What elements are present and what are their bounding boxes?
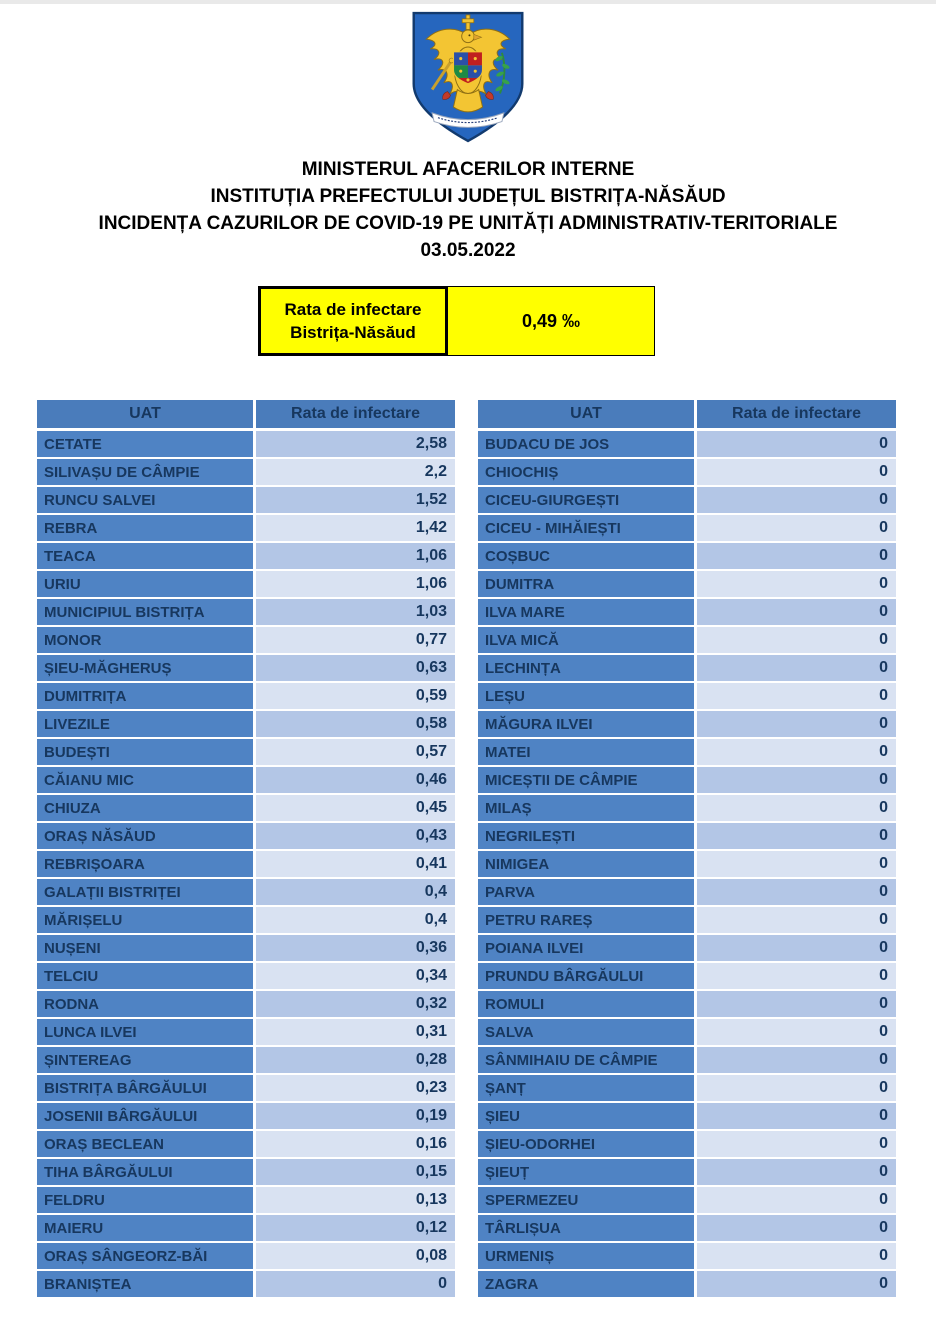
rate-value-cell: 0,46: [256, 767, 455, 793]
uat-name-cell: ȘIEU: [478, 1103, 694, 1129]
uat-name-cell: CICEU - MIHĂIEȘTI: [478, 515, 694, 541]
rate-value-cell: 0: [697, 879, 896, 905]
rate-value-cell: 0,16: [256, 1131, 455, 1157]
table-row: [37, 655, 455, 681]
table-row: [478, 1187, 896, 1213]
uat-name-cell: LEȘU: [478, 683, 694, 709]
table-row: [478, 907, 896, 933]
uat-name-cell: MATEI: [478, 739, 694, 765]
table-row: [37, 1075, 455, 1101]
title-institution: INSTITUȚIA PREFECTULUI JUDEȚUL BISTRIȚA-NĂSĂUD: [210, 186, 726, 207]
table-row: [478, 767, 896, 793]
table-row: [478, 1159, 896, 1185]
table-row: [478, 1243, 896, 1269]
uat-name-cell: MONOR: [37, 627, 253, 653]
rate-value-cell: 0,59: [256, 683, 455, 709]
uat-name-cell: MUNICIPIUL BISTRIȚA: [37, 599, 253, 625]
title-date: 03.05.2022: [420, 240, 516, 261]
uat-name-cell: ROMULI: [478, 991, 694, 1017]
table-body: [37, 431, 455, 1297]
table-row: [37, 1019, 455, 1045]
uat-name-cell: LECHINȚA: [478, 655, 694, 681]
uat-name-cell: BISTRIȚA BÂRGĂULUI: [37, 1075, 253, 1101]
table-row: [37, 543, 455, 569]
uat-name-cell: TÂRLIȘUA: [478, 1215, 694, 1241]
uat-name-cell: LIVEZILE: [37, 711, 253, 737]
table-row: [37, 907, 455, 933]
table-row: [478, 599, 896, 625]
table-row: [478, 991, 896, 1017]
uat-tables-container: [37, 400, 936, 1299]
rate-value-cell: 0: [697, 1271, 896, 1297]
column-header-uat: UAT: [37, 400, 253, 428]
uat-name-cell: MILAȘ: [478, 795, 694, 821]
table-row: [37, 711, 455, 737]
table-row: [478, 431, 896, 457]
rate-value-cell: 0,4: [256, 879, 455, 905]
table-row: [478, 487, 896, 513]
uat-name-cell: ORAȘ SÂNGEORZ-BĂI: [37, 1243, 253, 1269]
rate-value-cell: 0,13: [256, 1187, 455, 1213]
rate-value-cell: 0: [697, 1019, 896, 1045]
table-row: [37, 431, 455, 457]
uat-name-cell: CHIOCHIȘ: [478, 459, 694, 485]
rate-value-cell: 2,58: [256, 431, 455, 457]
table-row: [478, 935, 896, 961]
uat-name-cell: ILVA MICĂ: [478, 627, 694, 653]
table-row: [37, 571, 455, 597]
table-row: [478, 1131, 896, 1157]
uat-name-cell: RODNA: [37, 991, 253, 1017]
rate-value-cell: 0: [697, 543, 896, 569]
table-row: [37, 515, 455, 541]
table-row: [478, 655, 896, 681]
rate-value-cell: 0,57: [256, 739, 455, 765]
uat-name-cell: TIHA BÂRGĂULUI: [37, 1159, 253, 1185]
rate-value-cell: 1,52: [256, 487, 455, 513]
county-rate-label-line1: Rata de infectare: [284, 300, 422, 319]
rate-value-cell: 0: [697, 571, 896, 597]
county-rate-label: [258, 286, 448, 356]
title-ministry: MINISTERUL AFACERILOR INTERNE: [301, 159, 635, 180]
rate-value-cell: 0: [697, 1159, 896, 1185]
rate-value-cell: 1,06: [256, 543, 455, 569]
rate-value-cell: 0: [697, 1131, 896, 1157]
table-row: [37, 1215, 455, 1241]
rate-value-cell: 0: [697, 683, 896, 709]
uat-name-cell: TEACA: [37, 543, 253, 569]
table-row: [37, 599, 455, 625]
table-row: [37, 823, 455, 849]
table-header-row: [478, 400, 896, 428]
rate-value-cell: 0,12: [256, 1215, 455, 1241]
table-row: [478, 1019, 896, 1045]
rate-value-cell: 1,03: [256, 599, 455, 625]
rate-value-cell: 2,2: [256, 459, 455, 485]
table-row: [478, 739, 896, 765]
rate-value-cell: 0: [697, 1075, 896, 1101]
table-row: [37, 459, 455, 485]
rate-value-cell: 0: [697, 431, 896, 457]
rate-value-cell: 0,4: [256, 907, 455, 933]
uat-table-right: [478, 400, 896, 1299]
table-row: [37, 851, 455, 877]
table-row: [478, 1271, 896, 1297]
rate-value-cell: 0,28: [256, 1047, 455, 1073]
uat-name-cell: CĂIANU MIC: [37, 767, 253, 793]
uat-name-cell: SILIVAȘU DE CÂMPIE: [37, 459, 253, 485]
uat-name-cell: TELCIU: [37, 963, 253, 989]
table-row: [37, 935, 455, 961]
rate-value-cell: 0,31: [256, 1019, 455, 1045]
uat-name-cell: DUMITRA: [478, 571, 694, 597]
table-row: [37, 767, 455, 793]
table-row: [37, 1187, 455, 1213]
table-row: [37, 683, 455, 709]
rate-value-cell: 0,41: [256, 851, 455, 877]
table-body: [478, 431, 896, 1297]
table-row: [478, 459, 896, 485]
uat-name-cell: NIMIGEA: [478, 851, 694, 877]
table-row: [478, 1047, 896, 1073]
uat-name-cell: ILVA MARE: [478, 599, 694, 625]
rate-value-cell: 0,19: [256, 1103, 455, 1129]
table-row: [478, 963, 896, 989]
rate-value-cell: 0: [697, 1215, 896, 1241]
rate-value-cell: 0,77: [256, 627, 455, 653]
rate-value-cell: 0: [697, 711, 896, 737]
rate-value-cell: 1,42: [256, 515, 455, 541]
rate-value-cell: 0,08: [256, 1243, 455, 1269]
uat-name-cell: BUDACU DE JOS: [478, 431, 694, 457]
uat-name-cell: CHIUZA: [37, 795, 253, 821]
uat-name-cell: SÂNMIHAIU DE CÂMPIE: [478, 1047, 694, 1073]
table-row: [37, 739, 455, 765]
rate-value-cell: 0,43: [256, 823, 455, 849]
table-row: [37, 487, 455, 513]
table-row: [37, 1047, 455, 1073]
table-row: [478, 543, 896, 569]
uat-name-cell: COȘBUC: [478, 543, 694, 569]
table-row: [37, 627, 455, 653]
table-row: [37, 1131, 455, 1157]
table-row: [478, 1103, 896, 1129]
rate-value-cell: 0: [697, 907, 896, 933]
title-subject: INCIDENȚA CAZURILOR DE COVID-19 PE UNITĂȚI ADMINISTRATIV-TERITORIALE: [98, 213, 838, 234]
page-top-edge: [0, 0, 936, 4]
rate-value-cell: 0,34: [256, 963, 455, 989]
table-row: [478, 711, 896, 737]
uat-name-cell: POIANA ILVEI: [478, 935, 694, 961]
rate-value-cell: 0: [697, 851, 896, 877]
table-row: [478, 795, 896, 821]
uat-name-cell: BUDEȘTI: [37, 739, 253, 765]
table-row: [37, 991, 455, 1017]
rate-value-cell: 0: [697, 1047, 896, 1073]
uat-name-cell: LUNCA ILVEI: [37, 1019, 253, 1045]
uat-name-cell: ORAȘ BECLEAN: [37, 1131, 253, 1157]
uat-name-cell: SPERMEZEU: [478, 1187, 694, 1213]
uat-name-cell: NEGRILEȘTI: [478, 823, 694, 849]
column-header-uat: UAT: [478, 400, 694, 428]
rate-value-cell: 0: [697, 823, 896, 849]
table-row: [478, 823, 896, 849]
column-header-rate: Rata de infectare: [697, 400, 896, 428]
uat-name-cell: BRANIȘTEA: [37, 1271, 253, 1297]
rate-value-cell: 0: [697, 795, 896, 821]
rate-value-cell: 0: [697, 963, 896, 989]
uat-name-cell: JOSENII BÂRGĂULUI: [37, 1103, 253, 1129]
uat-name-cell: PRUNDU BÂRGĂULUI: [478, 963, 694, 989]
rate-value-cell: 0: [697, 991, 896, 1017]
rate-value-cell: 0,23: [256, 1075, 455, 1101]
rate-value-cell: 0,63: [256, 655, 455, 681]
uat-name-cell: ȘANȚ: [478, 1075, 694, 1101]
uat-name-cell: ZAGRA: [478, 1271, 694, 1297]
romania-coat-of-arms-icon: [405, 10, 531, 144]
uat-name-cell: ȘIEU-MĂGHERUȘ: [37, 655, 253, 681]
document-title-block: [0, 156, 936, 264]
rate-value-cell: 0: [697, 515, 896, 541]
table-row: [478, 627, 896, 653]
table-row: [478, 851, 896, 877]
uat-table-left: [37, 400, 455, 1299]
uat-name-cell: URMENIȘ: [478, 1243, 694, 1269]
uat-name-cell: REBRA: [37, 515, 253, 541]
table-header-row: [37, 400, 455, 428]
uat-name-cell: PETRU RAREȘ: [478, 907, 694, 933]
rate-value-cell: 0,36: [256, 935, 455, 961]
uat-name-cell: MICEȘTII DE CÂMPIE: [478, 767, 694, 793]
uat-name-cell: SALVA: [478, 1019, 694, 1045]
uat-name-cell: CICEU-GIURGEȘTI: [478, 487, 694, 513]
rate-value-cell: 0,58: [256, 711, 455, 737]
column-header-rate: Rata de infectare: [256, 400, 455, 428]
rate-value-cell: 1,06: [256, 571, 455, 597]
table-row: [37, 1159, 455, 1185]
table-row: [478, 1215, 896, 1241]
uat-name-cell: CETATE: [37, 431, 253, 457]
uat-name-cell: RUNCU SALVEI: [37, 487, 253, 513]
table-row: [478, 515, 896, 541]
emblem-container: [0, 10, 936, 144]
uat-name-cell: ȘIEU-ODORHEI: [478, 1131, 694, 1157]
rate-value-cell: 0: [697, 459, 896, 485]
uat-name-cell: MAIERU: [37, 1215, 253, 1241]
rate-value-cell: 0: [697, 935, 896, 961]
rate-value-cell: 0: [697, 739, 896, 765]
table-row: [37, 795, 455, 821]
uat-name-cell: ȘIEUȚ: [478, 1159, 694, 1185]
uat-name-cell: MĂRIȘELU: [37, 907, 253, 933]
rate-value-cell: 0: [697, 1243, 896, 1269]
rate-value-cell: 0: [697, 627, 896, 653]
uat-name-cell: GALAȚII BISTRIȚEI: [37, 879, 253, 905]
rate-value-cell: 0: [697, 487, 896, 513]
uat-name-cell: MĂGURA ILVEI: [478, 711, 694, 737]
uat-name-cell: NUȘENI: [37, 935, 253, 961]
rate-value-cell: 0: [697, 599, 896, 625]
rate-value-cell: 0: [697, 1187, 896, 1213]
county-rate-label-line2: Bistrița-Năsăud: [290, 323, 416, 342]
rate-value-cell: 0,45: [256, 795, 455, 821]
rate-value-cell: 0: [256, 1271, 455, 1297]
table-row: [37, 1271, 455, 1297]
rate-value-cell: 0: [697, 655, 896, 681]
uat-name-cell: FELDRU: [37, 1187, 253, 1213]
county-rate-value: 0,49 ‰: [448, 286, 655, 356]
uat-name-cell: ORAȘ NĂSĂUD: [37, 823, 253, 849]
uat-name-cell: PARVA: [478, 879, 694, 905]
table-row: [478, 1075, 896, 1101]
table-row: [478, 571, 896, 597]
rate-value-cell: 0,15: [256, 1159, 455, 1185]
rate-value-cell: 0,32: [256, 991, 455, 1017]
county-rate-box: [258, 286, 655, 356]
table-row: [37, 879, 455, 905]
uat-name-cell: URIU: [37, 571, 253, 597]
table-row: [478, 879, 896, 905]
table-row: [37, 1243, 455, 1269]
uat-name-cell: DUMITRIȚA: [37, 683, 253, 709]
rate-value-cell: 0: [697, 1103, 896, 1129]
table-row: [37, 963, 455, 989]
uat-name-cell: REBRIȘOARA: [37, 851, 253, 877]
table-row: [37, 1103, 455, 1129]
uat-name-cell: ȘINTEREAG: [37, 1047, 253, 1073]
table-row: [478, 683, 896, 709]
rate-value-cell: 0: [697, 767, 896, 793]
